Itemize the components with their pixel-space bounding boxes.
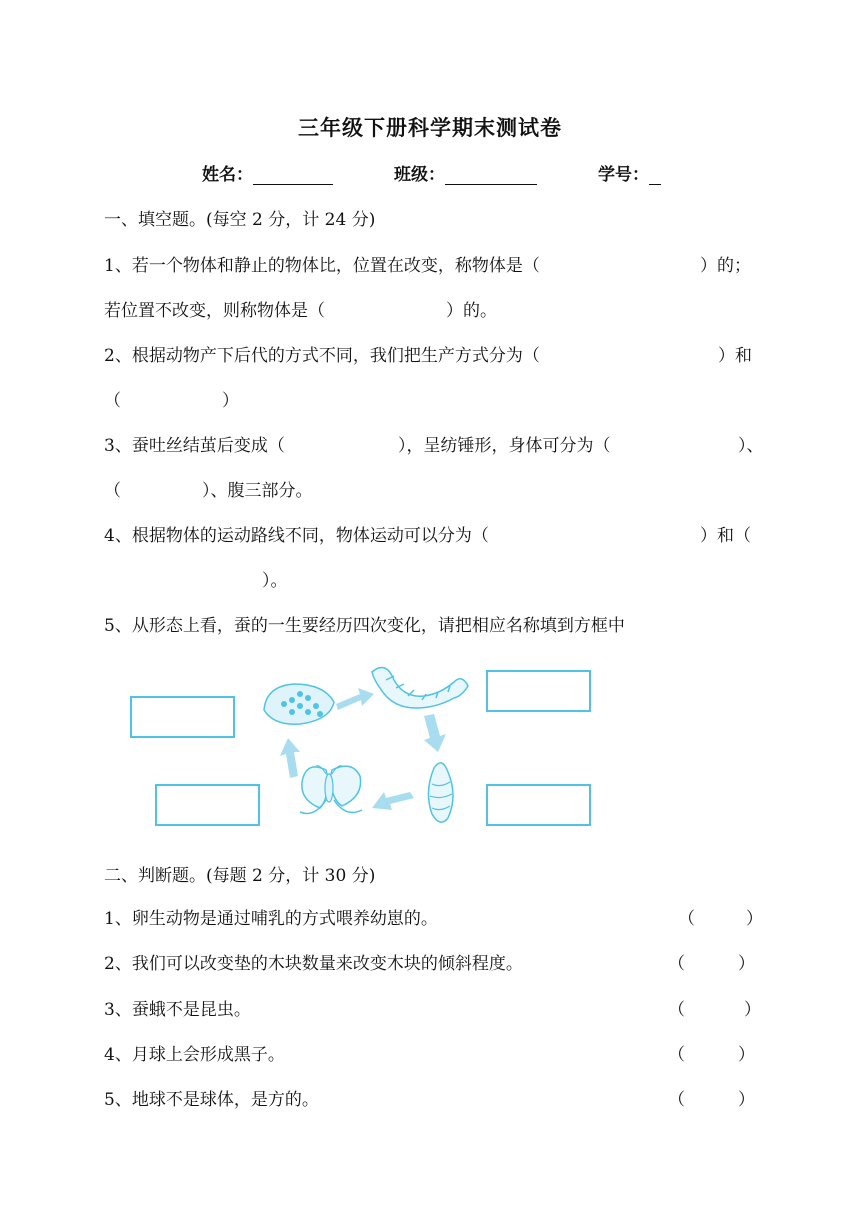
judge-paren-open-4: （ [668, 1045, 685, 1065]
q1-line2-a: 若位置不改变，则称物体是（ [104, 301, 325, 321]
egg-icon [264, 684, 334, 724]
class-field [394, 160, 537, 185]
class-blank[interactable] [445, 166, 537, 185]
judge-item-3: 3、蚕蛾不是昆虫。 [104, 1000, 251, 1020]
lifecycle-diagram [124, 650, 604, 840]
judge-paren-open-2: （ [668, 954, 685, 974]
pupa-icon [428, 763, 453, 822]
q4-line1-b: ）和（ [700, 526, 751, 546]
judge-item-2: 2、我们可以改变垫的木块数量来改变木块的倾斜程度。 [104, 954, 523, 974]
judge-paren-close-3: ） [744, 1000, 761, 1020]
id-field [598, 160, 661, 185]
judge-paren-close-2: ） [738, 954, 755, 974]
arrow-up-icon [280, 738, 300, 778]
judge-paren-close-5: ） [738, 1090, 755, 1110]
lifecycle-drawing [124, 650, 604, 840]
arrow-down-icon [424, 714, 446, 752]
judge-item-5: 5、地球不是球体，是方的。 [104, 1090, 319, 1110]
q3-line2-a: （ [104, 481, 121, 501]
arrow-left-icon [372, 792, 414, 810]
section1-heading: 一、填空题。(每空 2 分，计 24 分) [104, 210, 376, 230]
q3-line1-b: ），呈纺锤形，身体可分为（ [398, 436, 611, 456]
q1-line1-a: 1、若一个物体和静止的物体比，位置在改变，称物体是（ [104, 256, 540, 276]
q5-text: 5、从形态上看，蚕的一生要经历四次变化，请把相应名称填到方框中 [104, 616, 625, 636]
judge-paren-open-1: （ [678, 909, 695, 929]
q1-line2-b: ）的。 [446, 301, 497, 321]
q2-line2-b: ） [222, 391, 239, 411]
page-title: 三年级下册科学期末测试卷 [298, 115, 562, 140]
q1-line1-b: ）的； [700, 256, 751, 276]
judge-paren-open-3: （ [668, 1000, 685, 1020]
q2-line1-a: 2、根据动物产下后代的方式不同，我们把生产方式分为（ [104, 346, 540, 366]
name-field [202, 160, 333, 185]
q4-line1-a: 4、根据物体的运动路线不同，物体运动可以分为（ [104, 526, 489, 546]
arrow-right-icon [336, 688, 374, 710]
judge-item-4: 4、月球上会形成黑子。 [104, 1045, 285, 1065]
q4-line2: ）。 [262, 571, 288, 591]
judge-paren-close-4: ） [738, 1045, 755, 1065]
q3-line1-c: ）、 [738, 436, 764, 456]
id-label: 学号： [598, 165, 649, 185]
q2-line2-a: （ [104, 391, 121, 411]
q2-line1-b: ）和 [718, 346, 752, 366]
q3-line2-b: ）、腹三部分。 [202, 481, 313, 501]
q3-line1-a: 3、蚕吐丝结茧后变成（ [104, 436, 285, 456]
section2-heading: 二、判断题。(每题 2 分，计 30 分) [104, 866, 376, 886]
judge-paren-open-5: （ [668, 1090, 685, 1110]
larva-icon [372, 668, 468, 709]
judge-item-1: 1、卵生动物是通过哺乳的方式喂养幼崽的。 [104, 909, 438, 929]
moth-icon [300, 766, 362, 814]
judge-paren-close-1: ） [746, 909, 763, 929]
class-label: 班级： [394, 165, 445, 185]
id-blank[interactable] [649, 166, 661, 185]
name-label: 姓名： [202, 165, 253, 185]
name-blank[interactable] [253, 166, 333, 185]
